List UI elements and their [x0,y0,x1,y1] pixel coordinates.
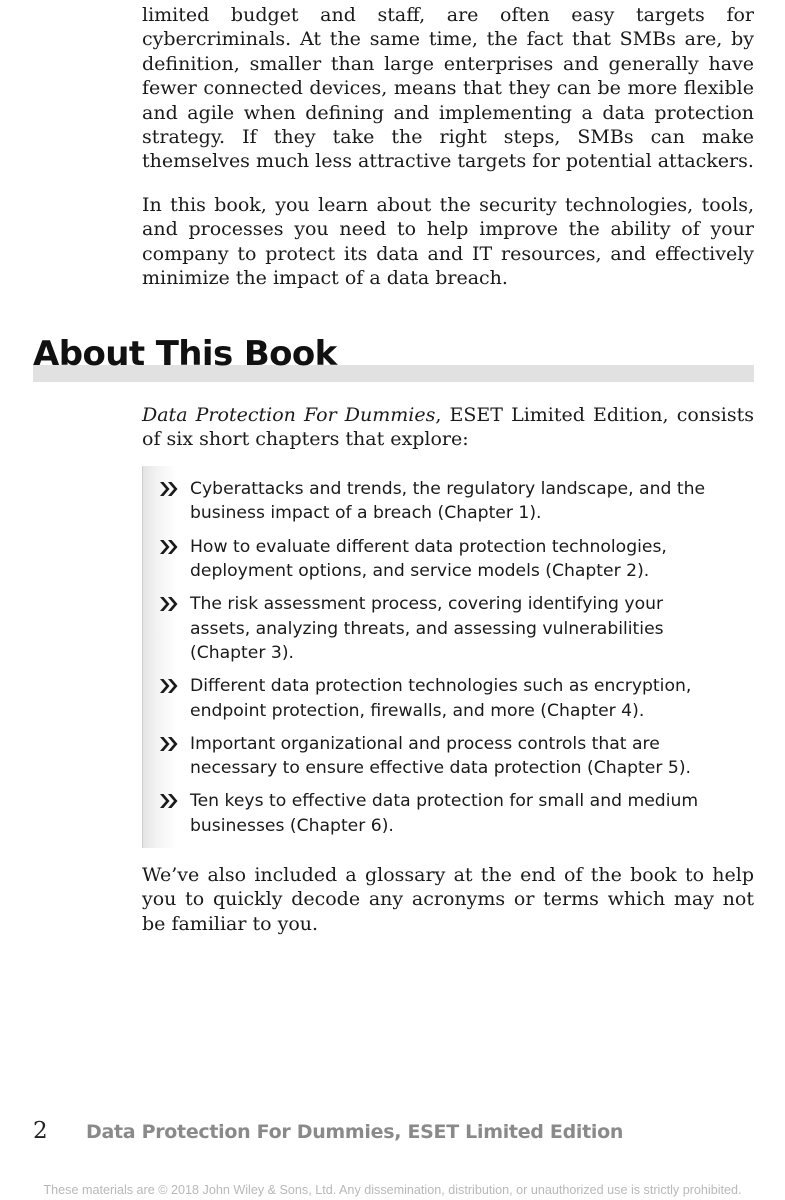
running-footer-title: Data Protection For Dummies, ESET Limited Edition [86,1121,624,1143]
list-item [143,477,708,526]
list-item-text: How to evaluate different data protection technologies, deployment options, and service models (Chapter 2). [190,536,667,582]
double-chevron-right-icon [159,736,179,752]
list-item [143,592,708,665]
list-item-text: The risk assessment process, covering identifying your assets, analyzing threats, and assessing vulnerabilities (Chapter 3). [190,594,664,664]
double-chevron-right-icon [159,539,179,555]
list-item [143,674,708,723]
chapter-list-box [142,466,754,848]
double-chevron-right-icon [159,596,179,612]
list-item-text: Important organizational and process controls that are necessary to ensure effective data protection (Chapter 5). [190,733,691,779]
double-chevron-right-icon [159,793,179,809]
closing-paragraph: We’ve also included a glossary at the end of the book to help you to quickly decode any acronyms or terms which may not be familiar to you. [142,864,754,935]
section-title: About This Book [33,334,337,374]
chapter-list [143,466,754,838]
double-chevron-right-icon [159,678,179,694]
intro-paragraph: limited budget and staff, are often easy targets for cybercriminals. At the same time, the fact that SMBs are, by definition, smaller than large enterprises and generally have fewer connected devices, means that they can be more flexible and agile when defining and implementing a data protection strategy. If they take the right steps, SMBs can make themselves much less attractive targets for potential attackers. [142,4,754,173]
list-item-text: Cyberattacks and trends, the regulatory landscape, and the business impact of a breach (Chapter 1). [190,479,706,524]
list-item-text: Ten keys to effective data protection for small and medium businesses (Chapter 6). [190,791,699,836]
list-item [143,535,708,584]
copyright-notice: These materials are © 2018 John Wiley & Sons, Ltd. Any dissemination, distribution, or unauthorized use is strictly prohibited. [43,1183,742,1197]
lead-text: , ESET Limited Edition, consists of six short chapters that explore: [142,404,754,451]
intro-paragraph: In this book, you learn about the security technologies, tools, and processes you need to help improve the ability of your company to protect its data and IT resources, and effectively minimize the impact of a data breach. [142,193,754,290]
section-heading [33,334,754,382]
section-lead [142,403,754,452]
double-chevron-right-icon [159,481,179,497]
book-title-italic: Data Protection For Dummies [142,404,436,426]
intro-text [142,3,754,309]
list-item [143,732,708,781]
list-item [143,789,708,838]
page-number: 2 [33,1118,48,1144]
list-item-text: Different data protection technologies such as encryption, endpoint protection, firewalls, and more (Chapter 4). [190,676,692,721]
